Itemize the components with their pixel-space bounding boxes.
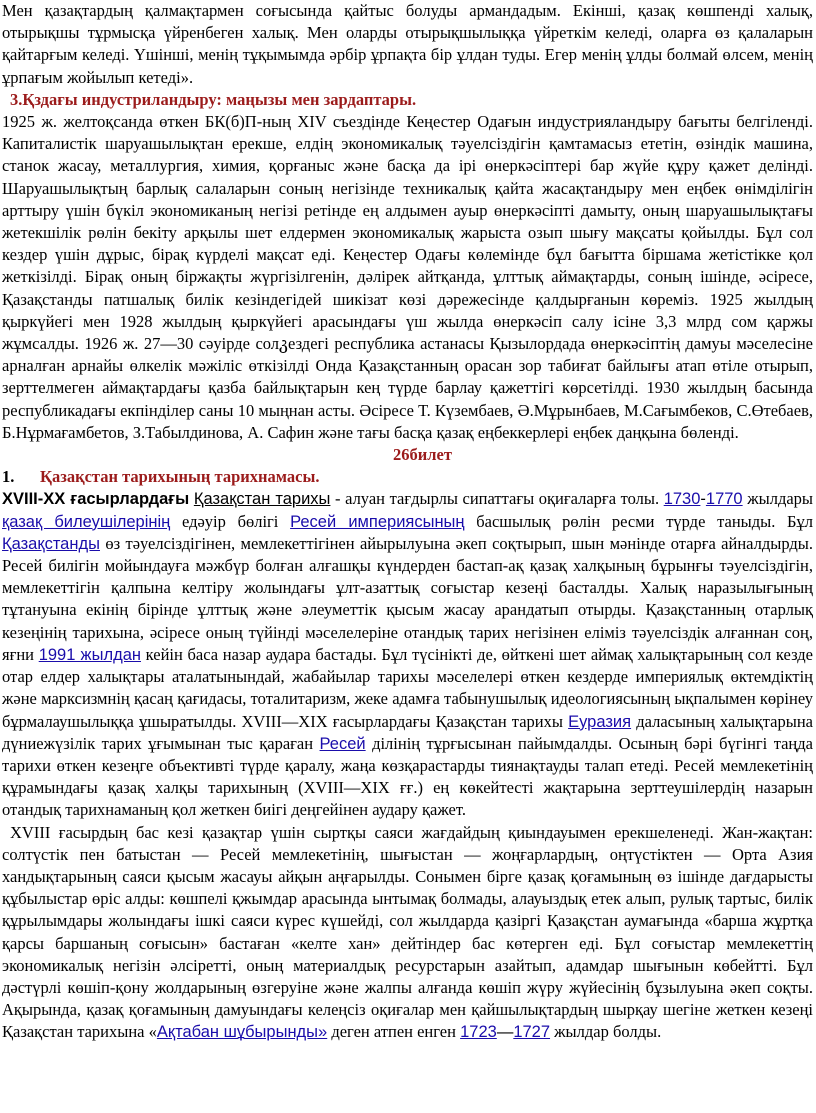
link-russian-empire[interactable]: Ресей империясының bbox=[290, 512, 465, 531]
text-run: өз тәуелсіздігінен, мемлекеттігінен айырылуына әкеп соқтырып, шын мәнінде отарға айналдырды. Ресей билігін мойындауға мәжбүр болған алғашқы күндерден бастап-ақ қазақ халқының бұрынғы тәуелсіздігін, мемлекеттігін қалпына келтіру жолындағы ұлт-азаттық соғыстар кезеңі басталды. Халық наразылығының тұтануына екінің бірінде ұлттық және әлеуметтік қысым жасау арандатып отырды. Қазақстанның отарлық кезеңінің тарихына, әсіресе оның түйінді мәселелеріне отандық тарих негізінен еліміз тәуелсіздік алғаннан соң, яғни bbox=[2, 533, 813, 664]
question-number: 1. bbox=[2, 467, 15, 487]
dash-separator: - bbox=[700, 490, 706, 509]
question-title: Қазақстан тарихының тарихнамасы. bbox=[40, 467, 320, 487]
text-run: - алуан тағдырлы сипаттағы оқиғаларға толы. bbox=[330, 489, 664, 509]
question-heading bbox=[2, 466, 813, 488]
text-run: кейін баса назар аудара бастады. Бұл түсінікті де, өйткені шет аймақ халықтарының сол кезде отар елдер халықтары аталатынындай, жабайылар тарихы мәселелері өткен кездерде империялық өктемдіктің және марксизмнің қасаң қағидасы, тоталитаризм, жеке адамға табынушылық идеологиясының ықпалымен көрінеу бұрмалаушылыққа ұшыратылды. XVIII—XIX ғасырлардағы Қазақстан тарихы bbox=[2, 644, 814, 731]
text-run: басшылық рөлін ресми түрде таныды. Бұл bbox=[464, 511, 813, 531]
text-run: даласының халықтарына дүниежүзілік тарих ұғымынан тыс қараған bbox=[2, 711, 813, 753]
link-kazakh-rulers[interactable]: қазақ билеушілерінің bbox=[2, 512, 171, 531]
paragraph-18th-century bbox=[2, 822, 813, 1044]
link-1730[interactable]: 1730 bbox=[663, 490, 701, 509]
link-1991[interactable]: 1991 жылдан bbox=[38, 645, 141, 664]
ticket-number: 26билет bbox=[393, 445, 452, 465]
text-run: XVIII ғасырдың бас кезі қазақтар үшін сыртқы саяси жағдайдың қиындауымен ерекшеленеді. Жан-жақтан: солтүстік пен батыстан — Ресей мемлекетінің, шығыстан — жоңғарлардың, оңтүстіктен — Орта Азия хандықтарының саяси қысым жасауы айқын аңғарылды. Сонымен бірге қазақ қоғамының өз ішінде дағдарысты құбылыстар өріс алды: көшпелі қжымдар арасында ынтымақ болмады, алауыздық етек алып, рулық тартыс, билік құрылымдары жолындағы ішкі саяси күрес күшейді, сол жылдарда қазіргі Қазақстан аумағында «барша жұртқа қарсы баршаның соғысын» бастаған «келте хан» дейтіндер бас көтерген еді. Бұл соғыстар мемлекеттің экономикалық негізін әлсіретті, оның материалдық ресурстарын азайтып, адамдар шығынын көбейтті. Бұл дәстүрлі көшіп-қону жолдарының өзгеруіне және жалпы алғанда көшіп жүру жүйесінің бұзылуына әкеп соқты. Ақырында, қазақ қоғамының дамуындағы келеңсіз оқиғалар мен қайшылықтардың шырқау шегіне жеткен кезеңі Қазақстан тарихына « bbox=[2, 822, 813, 1042]
link-aktaban-shubyryndy[interactable]: Ақтабан шұбырынды» bbox=[156, 1023, 328, 1042]
paragraph-intro: Мен қазақтардың қалмақтармен соғысында қайтыс болуды армандадым. Екінші, қазақ көшпенді халық, отырықшы тұрмысқа үйренбеген халық. Мен оларды отырықшылыққа үйреткім келеді, оларға өз қалаларын қайтарғым келеді. Үшінші, менің тұқымымда әрбір ұрпақта бір ұлдан туды. Егер менің ұлды болмай өлсем, менің ұрпағым жойылып кетеді». bbox=[2, 1, 813, 87]
paragraph-historiography bbox=[2, 488, 813, 821]
kazakhstan-history-term: Қазақстан тарихы bbox=[193, 490, 331, 509]
paragraph-industrialization: 1925 ж. желтоқсанда өткен БК(б)П-ның XIV съездінде Кеңестер Одағын индустрияландыру бағыты белгіленді. Капиталистік шаруашылықтан ерекше, елдің экономикалық тәуелсіздігін қамтамасыз ететін, өзіндік машина, станок жасау, металлургия, химия, қорғаныс және басқа да ірі өнеркәсіптері бар жүйе құру қажет делінді. Шаруашылықтың барлық салаларын соның негізінде техникалық қайта жасақтандыру мен еңбек өнімділігін арттыру үшін бүкіл экономиканың негізі ретінде ең алдымен ауыр өнеркәсіпті дамыту, оның шаруашылықтағы жетекшілік рөлін бекіту арқылы шет елдермен экономикалық жарыста озып шығу мақсаты қойылды. Бұл сол кездер үшін дұрыс, бірақ күрделі мақсат еді. Кеңестер Одағы көлемінде бұл бағытта біршама жетістікке қол жеткізілді. Бірақ оның біржақты жүргізілгенін, дәлірек айтқанда, ұлттық аймақтарды, соның ішінде, әсіресе, Қазақстанды патшалық билік кезіндегідей шикізат көзі дәрежесінде қалдырғанын көреміз. 1925 жылдың қыркүйегі мен 1928 жылдың қыркүйегі арасындағы үш жылда өнеркәсіп салу ісіне 3,3 млрд сом қаржы жұмсалды. 1926 ж. 27—30 сәуірде солკездегі республика астанасы Қызылордада өнеркәсіптің дамуы мәселесіне арналған арнайы өлкелік мәжіліс өткізілді Онда Қазақстанның орасан зор табиғат байлығы атап өтіле отырып, зерттелмеген аймақтардағы қазба байлықтарын кең түрде барлау қажеттігі көрсетілді. 1930 жылдың басында республикадағы екпінділер саны 10 мыңнан асты. Әсіресе Т. Күзембаев, Ә.Мұрынбаев, М.Сағымбеков, С.Өтебаев, Б.Нұрмағамбетов, З.Табылдинова, А. Сафин және тағы басқа қазақ еңбеккерлері еңбек даңқына бөленді. bbox=[2, 112, 813, 442]
dash-separator: — bbox=[496, 1023, 514, 1042]
text-run: деген атпен енген bbox=[327, 1022, 461, 1042]
section-heading-industrialization: 3.Қздағы индустриландыру: маңызы мен зардаптары. bbox=[10, 89, 417, 109]
text-run: жылдары bbox=[742, 489, 813, 509]
link-1723[interactable]: 1723 bbox=[460, 1023, 497, 1042]
text-run: едәуір бөлігі bbox=[170, 511, 291, 531]
link-1727[interactable]: 1727 bbox=[513, 1023, 551, 1042]
link-eurasia[interactable]: Еуразия bbox=[568, 712, 632, 731]
link-1770[interactable]: 1770 bbox=[705, 490, 743, 509]
link-russia[interactable]: Ресей bbox=[319, 734, 366, 753]
lead-text: XVIII-XX ғасырлардағы bbox=[2, 490, 190, 509]
link-kazakhstan[interactable]: Қазақстанды bbox=[2, 534, 100, 553]
text-run: жылдар болды. bbox=[550, 1022, 662, 1042]
text-run: ділінің тұрғысынан пайымдалды. Осының бәрі бүгінгі таңда тарихи өткен кезеңге объективті түрде қаралу, жаңа көзқарастарды тиянақтауды талап етеді. Ресей мемлекетінің құрамындағы қазақ халқы тарихының (XVIII—XIX ғғ.) ең көкейтесті жақтарына зерттеушілердің назарын отандық тарихнаманың қол жеткен биігі деңгейінен аудару қажет. bbox=[2, 733, 813, 820]
